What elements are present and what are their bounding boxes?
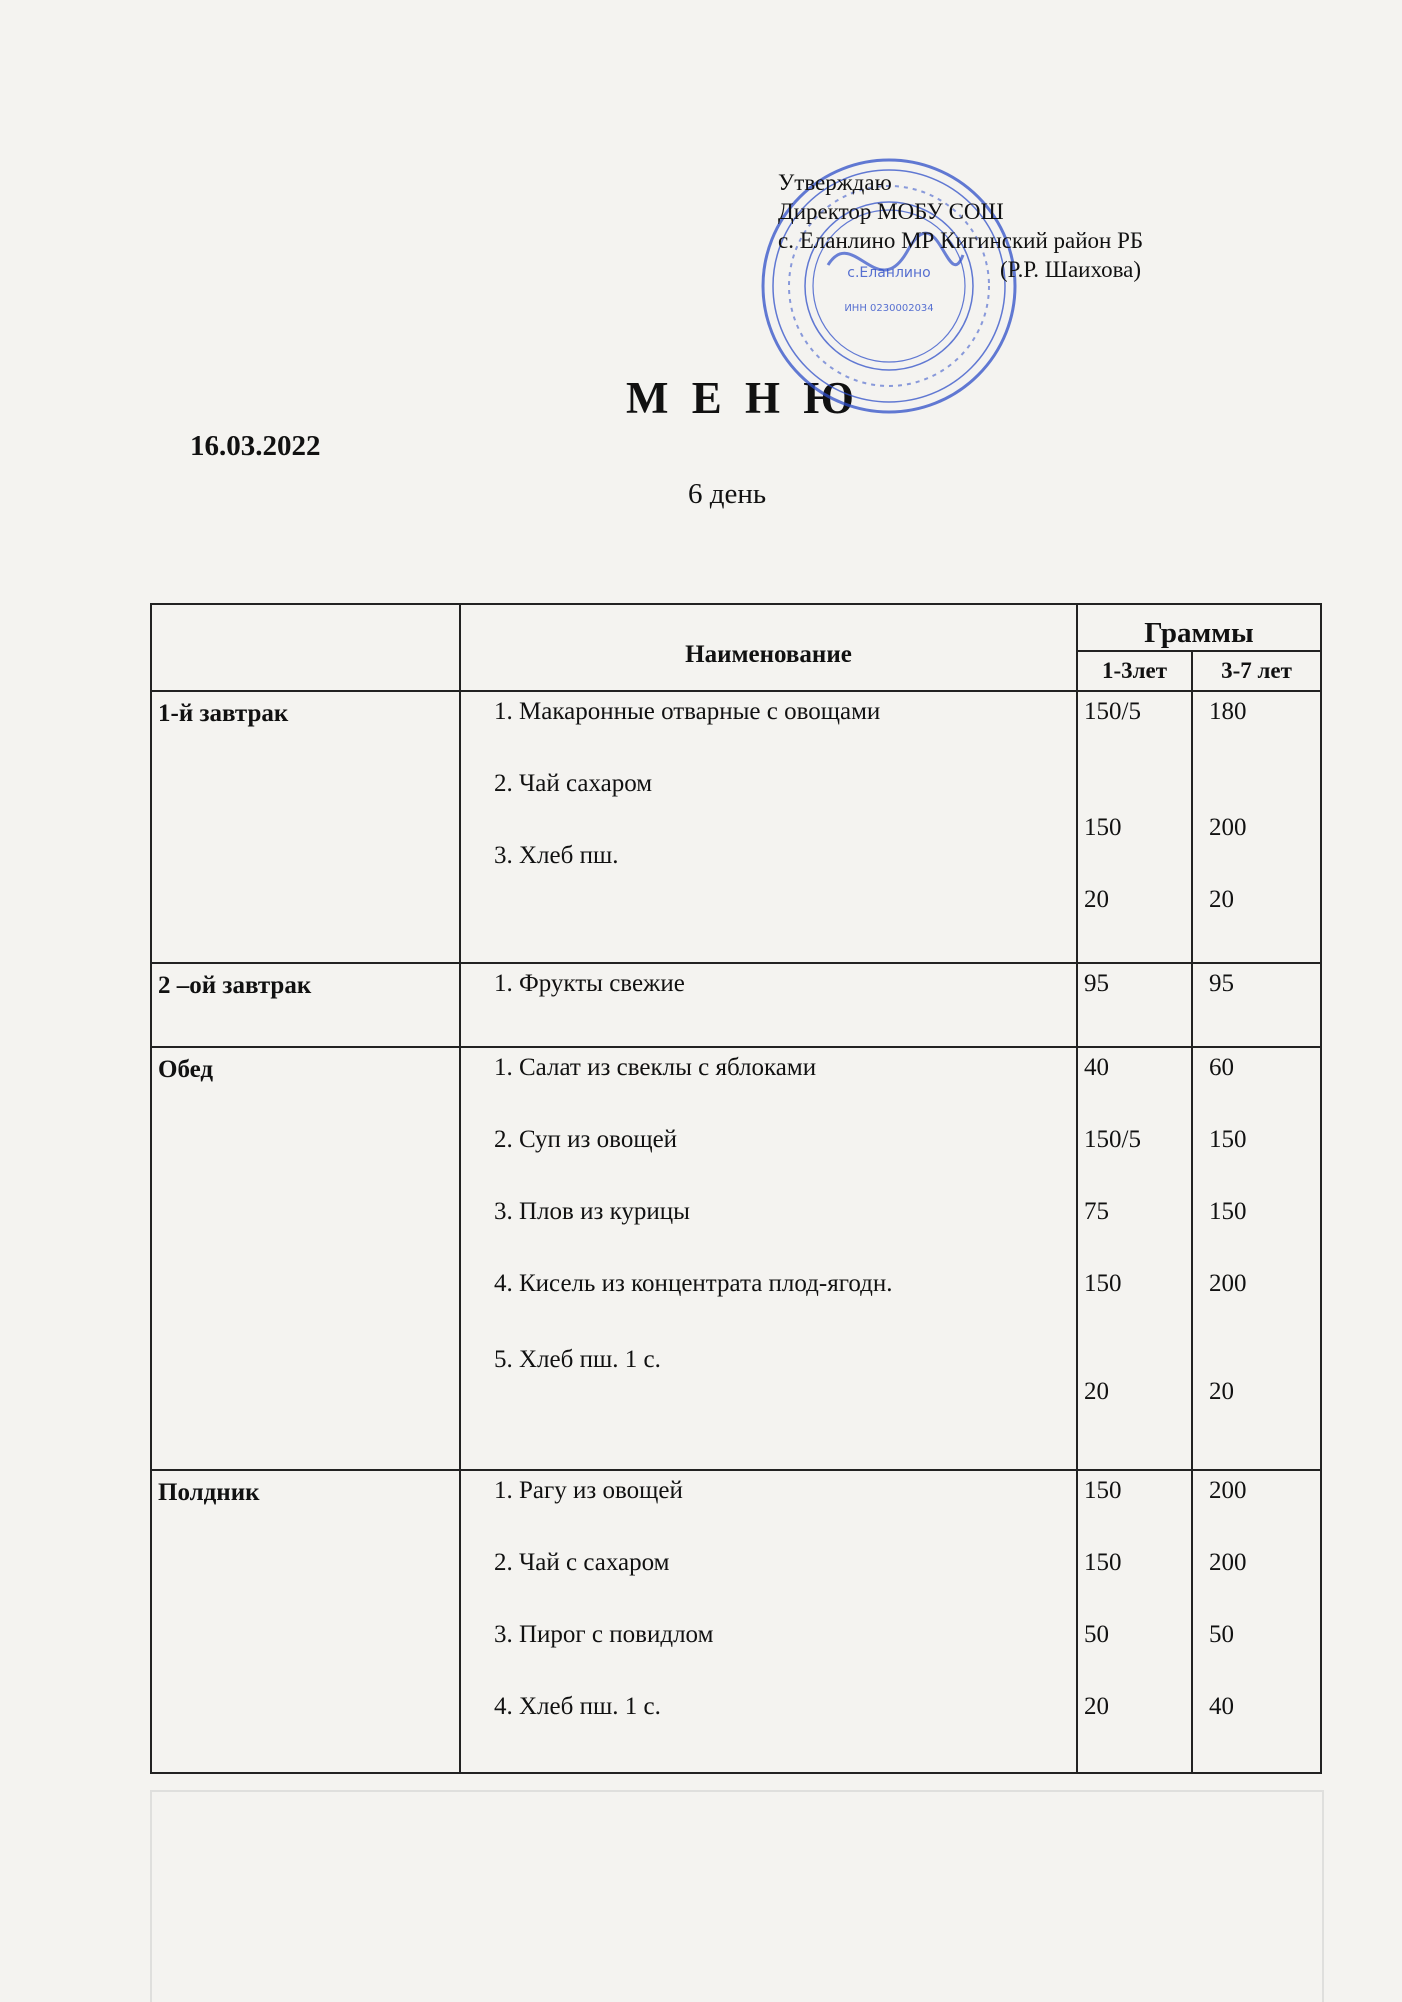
qty-value: 95 [1209,970,1234,997]
stamp-center-text: с.Еланлино [847,265,931,281]
list-item: 2. Чай сахаром [519,768,1066,800]
table-row [151,691,1321,963]
list-item: 1. Макаронные отварные с овощами [519,696,1066,728]
qty-value: 200 [1209,1477,1247,1504]
qty-value: 150/5 [1084,1126,1141,1153]
qty-value: 200 [1209,814,1247,841]
table-row [151,963,1321,1047]
approval-signatory: (Р.Р. Шаихова) [1000,257,1142,282]
menu-table [150,603,1322,1774]
table-header-row [151,604,1321,651]
table-row [151,1047,1321,1470]
stamp-inn-text: ИНН 0230002034 [844,303,934,314]
qty-value: 150 [1209,1198,1247,1225]
meal-items [460,691,1077,963]
meal-items [460,1047,1077,1470]
approval-block [778,168,1143,284]
list-item: 5. Хлеб пш. 1 с. [519,1344,1066,1376]
header-age-3-7: 3-7 лет [1192,651,1321,691]
qty-value: 60 [1209,1054,1234,1081]
qty-age-1-3 [1077,1047,1192,1470]
qty-value: 200 [1209,1549,1247,1576]
meal-name: Полдник [151,1470,460,1773]
qty-age-3-7 [1192,963,1321,1047]
meal-name: 2 –ой завтрак [151,963,460,1047]
qty-age-3-7 [1192,1470,1321,1773]
list-item: 2. Чай с сахаром [519,1547,1066,1579]
menu-day: 6 день [688,478,767,510]
qty-value: 150 [1209,1126,1247,1153]
list-item: 3. Пирог с повидлом [519,1619,1066,1651]
qty-value: 75 [1084,1198,1109,1225]
qty-value: 50 [1084,1621,1109,1648]
qty-age-1-3 [1077,963,1192,1047]
qty-value: 20 [1084,886,1109,913]
list-item: 4. Кисель из концентрата плод-ягодн. [519,1268,1066,1300]
meal-items [460,1470,1077,1773]
qty-age-3-7 [1192,691,1321,963]
qty-value: 40 [1084,1054,1109,1081]
qty-value: 200 [1209,1270,1247,1297]
qty-age-3-7 [1192,1047,1321,1470]
page-title: М Е Н Ю [626,373,860,423]
qty-value: 95 [1084,970,1109,997]
list-item: 3. Хлеб пш. [519,840,1066,872]
header-empty-cell [151,604,460,691]
qty-value: 150 [1084,1270,1122,1297]
qty-value: 20 [1209,1378,1234,1405]
list-item: 1. Фрукты свежие [519,968,1066,1000]
qty-value: 150 [1084,814,1122,841]
qty-value: 150 [1084,1549,1122,1576]
menu-date: 16.03.2022 [190,430,321,462]
qty-value: 40 [1209,1693,1234,1720]
qty-value: 180 [1209,698,1247,725]
header-name: Наименование [460,604,1077,691]
qty-value: 20 [1209,886,1234,913]
meal-name: 1-й завтрак [151,691,460,963]
header-grams: Граммы [1077,604,1321,651]
header-age-1-3: 1-3лет [1077,651,1192,691]
qty-age-1-3 [1077,691,1192,963]
list-item: 3. Плов из курицы [519,1196,1066,1228]
qty-value: 150/5 [1084,698,1141,725]
approval-line-school: с. Еланлино МР Кигинский район РБ [778,228,1144,253]
meal-items [460,963,1077,1047]
qty-age-1-3 [1077,1470,1192,1773]
qty-value: 50 [1209,1621,1234,1648]
approval-line-approve: Утверждаю [778,170,892,195]
list-item: 1. Салат из свеклы с яблоками [519,1052,1066,1084]
table-row [151,1470,1321,1773]
list-item: 2. Суп из овощей [519,1124,1066,1156]
bleed-through-frame [150,1790,1324,2002]
qty-value: 150 [1084,1477,1122,1504]
meal-name: Обед [151,1047,460,1470]
approval-line-position: Директор МОБУ СОШ [778,199,1004,224]
qty-value: 20 [1084,1378,1109,1405]
qty-value: 20 [1084,1693,1109,1720]
list-item: 4. Хлеб пш. 1 с. [519,1691,1066,1723]
list-item: 1. Рагу из овощей [519,1475,1066,1507]
